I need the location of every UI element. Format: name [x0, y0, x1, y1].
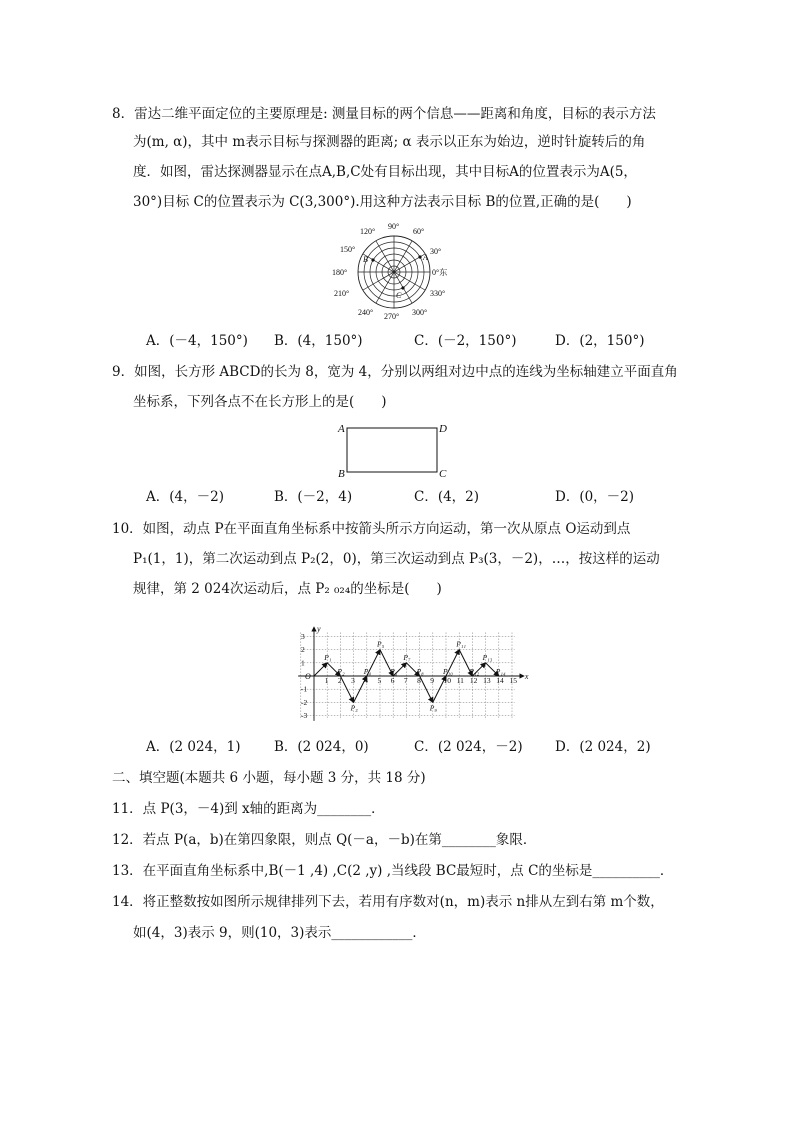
radar-figure	[320, 218, 470, 328]
point-label: P₃	[350, 703, 358, 713]
q9-option-b[interactable]: B．(－2，4)	[274, 489, 353, 505]
rectangle-figure	[333, 418, 459, 480]
q8-line-3: 度．如图，雷达探测器显示在点A,B,C处有目标出现，其中目标A的位置表示为A(5，	[133, 164, 637, 180]
x-tick-label: 12	[469, 676, 478, 685]
point-label: P₂	[337, 667, 345, 676]
radar-angle-330: 330°	[430, 289, 446, 298]
q14-line-1: 14．将正整数按如图所示规律排列下去，若用有序数对(n，m)表示 n排从左到右第 m个数，	[112, 894, 664, 910]
radar-angle-120: 120°	[360, 227, 376, 236]
q9-option-d[interactable]: D．(0，－2)	[555, 489, 635, 505]
point-label: P₇	[403, 652, 411, 662]
q10-line-3: 规律，第 2 024次运动后，点 P₂ ₀₂₄的坐标是( )	[133, 581, 442, 597]
point-label: P₄	[363, 667, 372, 676]
x-tick-label: 5	[377, 676, 382, 685]
q14-line-2: 如(4，3)表示 9，则(10，3)表示____________．	[133, 925, 426, 941]
radar-angle-30: 30°	[430, 247, 442, 256]
motion-arrow	[314, 663, 327, 676]
x-tick-label: 7	[403, 676, 408, 685]
q9-option-a[interactable]: A．(4，－2)	[146, 489, 224, 505]
x-tick-label: 1	[324, 676, 329, 685]
y-axis-label: y	[317, 624, 321, 634]
x-tick-label: 3	[351, 676, 355, 685]
y-tick-label: 1	[301, 658, 305, 668]
radar-angle-0: 0°东	[432, 268, 448, 277]
x-tick-label: 9	[430, 676, 435, 685]
point-label: P₁₃	[482, 652, 493, 662]
point-label: P₅	[377, 639, 385, 649]
x-tick-label: 11	[456, 676, 464, 685]
x-tick-label: 4	[364, 676, 369, 685]
section-2-heading: 二、填空题(本题共 6 小题，每小题 3 分，共 18 分)	[112, 770, 426, 786]
point-label: P₁₁	[456, 639, 466, 649]
x-tick-label: 14	[496, 676, 504, 685]
q9-option-c[interactable]: C．(4，2)	[414, 489, 480, 505]
point-label: P₁₄	[495, 667, 506, 676]
radar-angle-240: 240°	[358, 308, 374, 317]
x-axis-label: x	[524, 672, 529, 681]
x-tick-label: 6	[390, 676, 395, 685]
point-label: P₁	[324, 652, 332, 662]
x-tick-label: 10	[443, 676, 451, 685]
q10-line-2: P₁(1，1)，第二次运动到点 P₂(2，0)，第三次运动到点 P₃(3，－2)，…，按这样的运动	[133, 551, 660, 567]
rect-label-a: A	[338, 423, 345, 435]
q8-line-4: 30°)目标 C的位置表示为 C(3,300°).用这种方法表示目标 B的位置,正确的是( )	[133, 194, 632, 210]
point-label: P₉	[429, 703, 438, 713]
q8-line-1: 8．雷达二维平面定位的主要原理是: 测量目标的两个信息——距离和角度，目标的表示方法	[112, 106, 656, 122]
y-tick-label: 2	[301, 645, 305, 655]
rect-label-c: C	[439, 468, 447, 480]
q8-option-d[interactable]: D．(2，150°)	[555, 333, 645, 349]
q10-line-1: 10．如图，动点 P在平面直角坐标系中按箭头所示方向运动，第一次从原点 O运动到点	[112, 521, 631, 537]
x-tick-label: 15	[509, 676, 517, 685]
point-label: P₁₂	[469, 667, 480, 676]
radar-angle-180: 180°	[332, 268, 348, 277]
q9-line-2: 坐标系，下列各点不在长方形上的是( )	[133, 394, 387, 410]
radar-point-b: B	[363, 255, 368, 264]
radar-point-c: C	[396, 291, 402, 300]
y-tick-label: -1	[301, 684, 308, 694]
radar-angle-210: 210°	[334, 289, 350, 298]
motion-graph	[280, 616, 529, 721]
radar-angle-90: 90°	[388, 222, 400, 231]
y-tick-label: -3	[301, 711, 308, 721]
point-label: P₈	[416, 667, 424, 676]
origin-label: O	[305, 672, 311, 681]
q10-option-c[interactable]: C．(2 024，－2)	[414, 739, 523, 755]
q8-line-2: 为(m, α)，其中 m表示目标与探测器的距离; α 表示以正东为始边，逆时针旋转后的角	[133, 134, 646, 150]
rect-label-b: B	[338, 468, 345, 480]
q9-line-1: 9．如图，长方形 ABCD的长为 8，宽为 4，分别以两组对边中点的连线为坐标轴建立平面直角	[112, 364, 678, 380]
y-tick-label: -2	[301, 697, 308, 707]
y-tick-label: 3	[301, 631, 305, 641]
radar-angle-60: 60°	[413, 227, 425, 236]
q13: 13．在平面直角坐标系中,B(－1 ,4) ,C(2 ,y) ,当线段 BC最短时，点 C的坐标是__________．	[112, 863, 674, 879]
radar-point-a: A	[423, 253, 428, 262]
x-tick-label: 2	[337, 676, 342, 685]
point-label: P₆	[390, 667, 398, 676]
radar-angle-270: 270°	[384, 312, 400, 321]
x-tick-label: 13	[483, 676, 491, 685]
q8-option-b[interactable]: B．(4，150°)	[274, 333, 363, 349]
q10-option-d[interactable]: D．(2 024，2)	[555, 739, 651, 755]
x-tick-label: 8	[417, 676, 421, 685]
radar-angle-300: 300°	[412, 308, 428, 317]
point-label: P₁₀	[443, 667, 453, 676]
q8-option-c[interactable]: C．(－2，150°)	[414, 333, 517, 349]
q12: 12．若点 P(a，b)在第四象限，则点 Q(－a，－b)在第________象限．	[112, 832, 537, 848]
q11: 11．点 P(3，－4)到 x轴的距离为________．	[112, 801, 385, 817]
q10-option-a[interactable]: A．(2 024，1)	[146, 739, 241, 755]
radar-angle-150: 150°	[340, 245, 356, 254]
q10-option-b[interactable]: B．(2 024，0)	[274, 739, 369, 755]
rect-label-d: D	[439, 423, 447, 435]
q8-option-a[interactable]: A．(－4，150°)	[146, 333, 248, 349]
